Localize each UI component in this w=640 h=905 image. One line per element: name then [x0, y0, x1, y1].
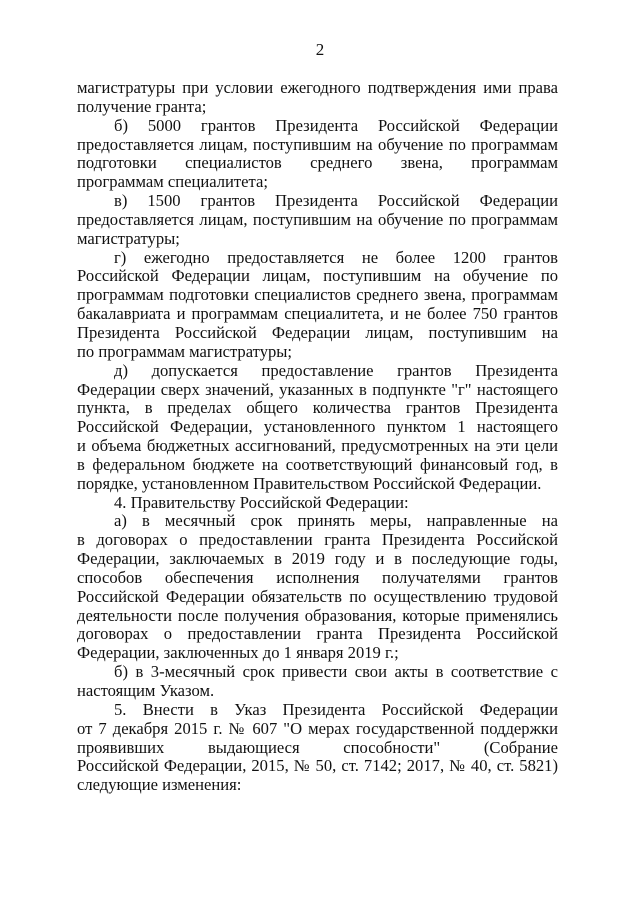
text-line: способов обеспечения исполнения получателями грантов [77, 568, 558, 587]
text-line: б) в 3-месячный срок привести свои акты в соответствие с [114, 663, 558, 682]
text-line: предоставляется лицам, поступившим на обучение по программам [77, 135, 558, 154]
text-line: Российской Федерации обязательств по осуществлению трудовой [77, 587, 558, 606]
text-line: Федерации, заключаемых в 2019 году и в последующие годы, [77, 550, 558, 569]
text-line: магистратуры; [77, 228, 180, 248]
text-line: договорах о предоставлении гранта Президента Российской [77, 625, 558, 644]
text-line: от 7 декабря 2015 г. № 607 "О мерах государственной поддержки [77, 719, 558, 738]
text-line: Федерации, заключенных до 1 января 2019 г.; [77, 643, 399, 663]
text-line: г) ежегодно предоставляется не более 1200 грантов [114, 248, 558, 267]
text-line: проявивших выдающиеся способности" (Собрание [77, 738, 558, 757]
text-line: Российской Федерации, 2015, № 50, ст. 7142; 2017, № 40, ст. 5821) [77, 757, 558, 776]
text-line: а) в месячный срок принять меры, направленные на [114, 512, 558, 531]
text-line: в) 1500 грантов Президента Российской Федерации [114, 192, 558, 211]
text-line: магистратуры при условии ежегодного подтверждения ими права [77, 79, 558, 97]
text-line: настоящим Указом. [77, 681, 215, 700]
text-line: получение гранта; [77, 96, 207, 116]
text-line: подготовки специалистов среднего звена, программам [77, 154, 558, 173]
text-line: по программам магистратуры; [77, 341, 293, 361]
text-line: пункта, в пределах общего количества грантов Президента [77, 399, 558, 418]
text-line: д) допускается предоставление грантов Президента [114, 361, 558, 380]
text-line: программам подготовки специалистов среднего звена, программам [77, 286, 558, 305]
text-line: предоставляется лицам, поступившим на обучение по программам [77, 210, 558, 229]
text-line: и объема бюджетных ассигнований, предусмотренных на эти цели [77, 437, 558, 456]
text-line: следующие изменения: [77, 775, 242, 795]
text-line: 5. Внести в Указ Президента Российской Федерации [114, 700, 558, 719]
text-line: программам специалитета; [77, 172, 268, 192]
text-line: порядке, установленном Правительством Российской Федерации. [77, 473, 542, 493]
text-line: б) 5000 грантов Президента Российской Федерации [114, 116, 558, 135]
text-line: Федерации сверх значений, указанных в подпункте "г" настоящего [77, 380, 558, 399]
text-line: 4. Правительству Российской Федерации: [114, 492, 409, 512]
text-line: Российской Федерации лицам, поступившим на обучение по [77, 267, 558, 286]
text-line: Российской Федерации, установленного пунктом 1 настоящего [77, 418, 558, 437]
text-line: в договорах о предоставлении гранта Президента Российской [77, 531, 558, 550]
text-line: бакалавриата и программам специалитета, и не более 750 грантов [77, 305, 558, 324]
text-line: в федеральном бюджете на соответствующий финансовый год, в [77, 455, 558, 474]
page-number: 2 [315, 40, 325, 59]
text-line: Президента Российской Федерации лицам, поступившим на [77, 323, 558, 342]
document-body [77, 79, 558, 795]
text-line: деятельности после получения образования, которые применялись [77, 606, 558, 625]
